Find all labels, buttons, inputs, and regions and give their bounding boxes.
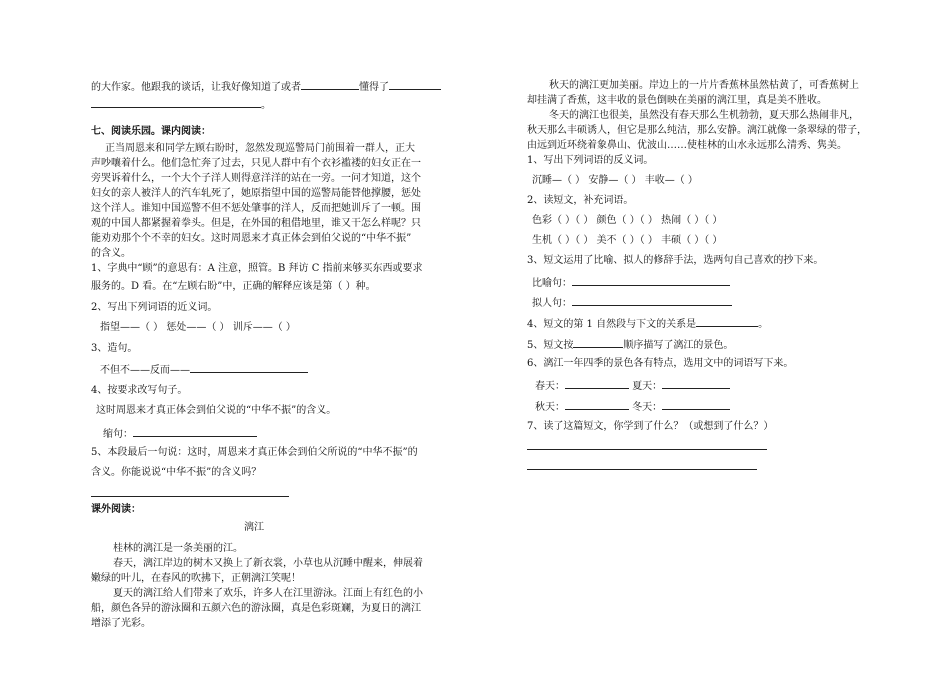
question-3: 3、造句。 bbox=[91, 343, 138, 354]
answer-line[interactable] bbox=[527, 449, 767, 450]
extra-para-3-line: 增添了光彩。 bbox=[91, 618, 151, 629]
passage-line: 旁哭诉着什么，一个大个子洋人则得意洋洋的站在一旁。一问才知道，这个 bbox=[91, 173, 421, 184]
extra-reading-heading: 课外阅读： bbox=[91, 504, 141, 515]
question-5-line-2: 含义。你能说说“中华不振”的含义吗？ bbox=[91, 467, 262, 478]
passage-line: 能劝劝那个个不幸的妇女。这时周恩来才真正体会到伯父说的“中华不振” bbox=[91, 233, 412, 244]
question-3-item bbox=[100, 362, 308, 377]
extra-reading-title: 漓江 bbox=[244, 522, 264, 533]
summer-label: 夏天： bbox=[632, 381, 663, 392]
autumn-para-line: 秋天的漓江更加美丽。岸边上的一片片香蕉林虽然枯黄了，可香蕉树上 bbox=[549, 80, 859, 91]
shrink-blank[interactable] bbox=[133, 426, 257, 437]
question-4-text: 4、短文的第 1 自然段与下文的关系是 bbox=[527, 319, 697, 330]
right-question-2-row-1[interactable]: 色彩（ ）（ ） 颜色（ ）（ ） 热闹（ ）（ ） bbox=[532, 215, 723, 226]
answer-line[interactable] bbox=[91, 496, 289, 497]
question-4-end: 。 bbox=[758, 319, 769, 330]
question-4: 4、按要求改写句子。 bbox=[91, 385, 188, 396]
intro-end: 。 bbox=[261, 100, 271, 111]
passage-line: 的含义。 bbox=[91, 248, 131, 259]
sentence-blank[interactable] bbox=[190, 362, 308, 373]
intro-text-b: 懂得了 bbox=[359, 82, 389, 93]
right-question-4 bbox=[527, 316, 768, 331]
order-blank[interactable] bbox=[573, 337, 623, 348]
personification-blank[interactable] bbox=[572, 295, 732, 306]
passage-line: 正当周恩来和同学左顾右盼时，忽然发现巡警局门前围着一群人，正大 bbox=[105, 143, 415, 154]
right-question-1: 1、写出下列词语的反义词。 bbox=[527, 155, 654, 166]
right-question-2: 2、读短文，补充词语。 bbox=[527, 195, 634, 206]
passage-line: 声吵嚷着什么。他们急忙奔了过去，只见人群中有个衣衫褴褛的妇女正在一 bbox=[91, 158, 421, 169]
personification-line bbox=[532, 295, 732, 310]
right-question-1-items[interactable]: 沉睡—（ ） 安静—（ ） 丰收—（ ） bbox=[532, 175, 698, 186]
question-5-line-1: 5、本段最后一句说：这时，周恩来才真正体会到伯父所说的“中华不振”的 bbox=[91, 447, 418, 458]
right-question-5 bbox=[527, 337, 733, 352]
question-5-text-a: 5、短文按 bbox=[527, 340, 574, 351]
section7-heading: 七、阅读乐园。课内阅读： bbox=[91, 126, 211, 137]
passage-line: 观的中国人都紧握着拳头。但是，在外国的租借地里，谁又干怎么样呢？只 bbox=[91, 218, 421, 229]
winter-blank[interactable] bbox=[662, 399, 730, 410]
autumn-label: 秋天： bbox=[535, 402, 565, 413]
winter-para-line: 秋天那么丰硕诱人，但它是那么纯洁，那么安静。漓江就像一条翠绿的带子， bbox=[527, 125, 867, 136]
season-row-2 bbox=[535, 399, 730, 414]
answer-blank-3[interactable] bbox=[91, 97, 261, 108]
extra-para-2-line: 嫩绿的叶儿，在春风的吹拂下，正朝漓江笑呢！ bbox=[91, 573, 301, 584]
extra-para-3-line: 夏天的漓江给人们带来了欢乐，许多人在江里游泳。江面上有红色的小 bbox=[113, 588, 423, 599]
summer-blank[interactable] bbox=[662, 378, 730, 389]
question-4-sentence: 这时周恩来才真正体会到伯父说的“中华不振”的含义。 bbox=[96, 405, 337, 416]
question-4-shrink bbox=[103, 426, 257, 441]
answer-line[interactable] bbox=[527, 469, 757, 470]
right-question-6: 6、漓江一年四季的景色各有特点，选用文中的词语写下来。 bbox=[527, 358, 794, 369]
answer-blank-2[interactable] bbox=[389, 79, 441, 90]
question-1-line-2: 服务的。D 看。在“左顾右盼”中，正确的解释应该是第（ ）种。 bbox=[91, 281, 376, 292]
metaphor-blank[interactable] bbox=[572, 275, 730, 286]
right-question-2-row-2[interactable]: 生机（ ）（ ） 美不（ ）（ ） 丰硕（ ）（ ） bbox=[532, 235, 723, 246]
autumn-para-line: 却挂满了香蕉，这丰收的景色倒映在美丽的漓江里，真是美不胜收。 bbox=[527, 95, 827, 106]
season-row-1 bbox=[535, 378, 730, 393]
question-2: 2、写出下列词语的近义词。 bbox=[91, 302, 218, 313]
intro-line-2 bbox=[91, 97, 271, 112]
shrink-label: 缩句： bbox=[103, 429, 133, 440]
question-2-items[interactable]: 指望——（ ） 惩处——（ ） 训斥——（ ） bbox=[100, 322, 296, 333]
spring-label: 春天： bbox=[535, 381, 565, 392]
question-5-text-b: 顺序描写了漓江的景色。 bbox=[623, 340, 734, 351]
answer-blank-1[interactable] bbox=[301, 79, 359, 90]
metaphor-label: 比喻句： bbox=[532, 278, 572, 289]
right-question-3: 3、短文运用了比喻、拟人的修辞手法，选两句自己喜欢的抄下来。 bbox=[527, 255, 824, 266]
winter-para-line: 由远到近环绕着象鼻山、优波山……使桂林的山水永远那么清秀、隽美。 bbox=[527, 140, 847, 151]
autumn-blank[interactable] bbox=[565, 399, 629, 410]
intro-line-1 bbox=[91, 79, 441, 94]
metaphor-line bbox=[532, 275, 730, 290]
extra-para-3-line: 船，颜色各异的游泳圈和五颜六色的游泳圈，真是色彩斑斓，为夏日的漓江 bbox=[91, 603, 421, 614]
spring-blank[interactable] bbox=[565, 378, 629, 389]
extra-para-2-line: 春天，漓江岸边的树木又换上了新衣裳，小草也从沉睡中醒来，伸展着 bbox=[113, 558, 423, 569]
relation-blank[interactable] bbox=[696, 316, 758, 327]
passage-line: 这个洋人。谁知中国巡警不但不惩处肇事的洋人，反而把她训斥了一顿。围 bbox=[91, 203, 421, 214]
extra-para-1: 桂林的漓江是一条美丽的江。 bbox=[113, 543, 243, 554]
intro-text-a: 的大作家。他跟我的谈话，让我好像知道了或者 bbox=[91, 82, 301, 93]
right-question-7: 7、读了这篇短文，你学到了什么？（或想到了什么？） bbox=[527, 421, 774, 432]
winter-para-line: 冬天的漓江也很美，虽然没有春天那么生机勃勃，夏天那么热闹非凡， bbox=[549, 110, 859, 121]
question-3-prompt: 不但不——反而—— bbox=[100, 365, 190, 376]
winter-label: 冬天： bbox=[632, 402, 663, 413]
personification-label: 拟人句： bbox=[532, 298, 572, 309]
question-1-line-1: 1、字典中“顾”的意思有：A 注意，照管。B 拜访 C 指前来够买东西或要求 bbox=[91, 263, 423, 274]
passage-line: 妇女的亲人被洋人的汽车轧死了，她原指望中国的巡警局能替他撑腰，惩处 bbox=[91, 188, 421, 199]
